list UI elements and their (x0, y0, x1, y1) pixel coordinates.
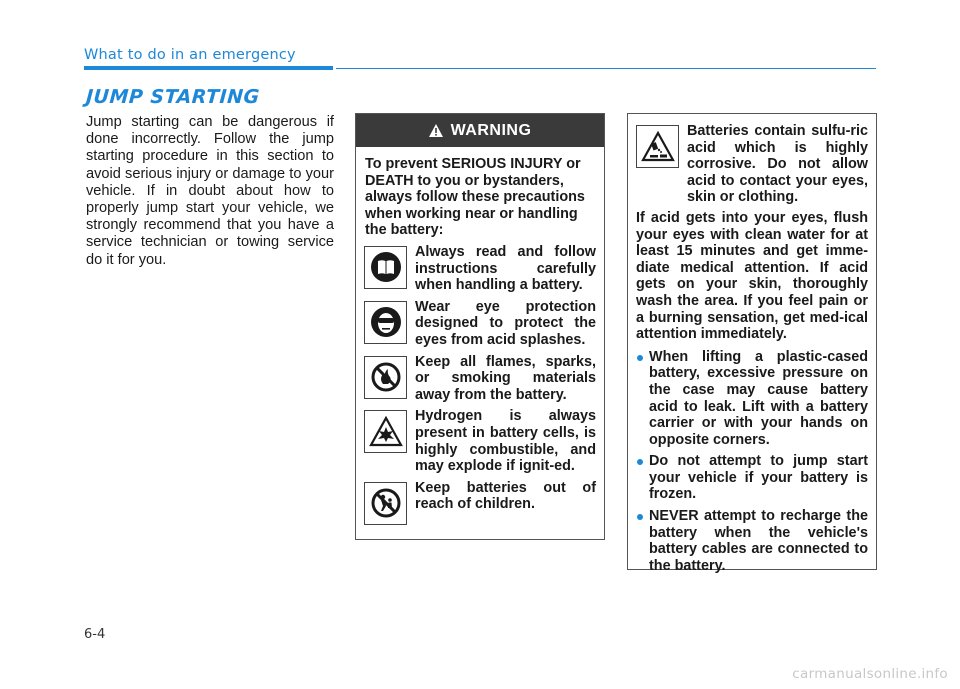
warning-item (364, 299, 596, 349)
book-icon (364, 246, 407, 289)
page-number: 6-4 (84, 627, 106, 642)
no-flame-icon (364, 356, 407, 399)
warning-item-text: Keep batteries out of reach of children. (415, 479, 596, 513)
warning-item-text: Hydrogen is always present in battery cells, is highly combustible, and may explode if ignit-ed. (415, 408, 596, 475)
list-item: Do not attempt to jump start your vehicle if your battery is frozen. (636, 453, 868, 503)
acid-warning-text: Batteries contain sulfu-ric acid which is highly corrosive. Do not allow acid to contact your eyes, skin or clothing. (687, 123, 868, 206)
keep-children-away-icon (364, 482, 407, 525)
warning-item (364, 354, 596, 404)
page-heading: JUMP STARTING (85, 86, 261, 108)
battery-precautions-list (636, 349, 868, 575)
warning-item (364, 408, 596, 474)
warning-item-text: Keep all flames, sparks, or smoking materials away from the battery. (415, 353, 596, 403)
list-item: NEVER attempt to recharge the battery when the vehicle's battery cables are connected to the battery. (636, 508, 868, 574)
warning-item-text: Always read and follow instructions carefully when handling a battery. (415, 243, 596, 294)
section-rule-thin (336, 68, 876, 69)
warning-item (364, 480, 596, 525)
warning-box (355, 113, 605, 540)
warning-intro: To prevent SERIOUS INJURY or DEATH to you or bystanders, always follow these precautions when working near or handling the battery: (365, 156, 585, 239)
warning-triangle-icon (429, 124, 443, 137)
warning-label: WARNING (450, 121, 532, 139)
acid-warning-row (636, 123, 868, 206)
corrosive-acid-icon (636, 125, 679, 168)
warning-header (356, 114, 604, 147)
section-rule-thick (84, 66, 333, 70)
acid-first-aid-paragraph: If acid gets into your eyes, flush your eyes with clean water for at least 15 minutes and get imme-diate medical attention. If acid gets on your skin, thoroughly wash the area. If you feel pain or a burning sensation, get med-ical attention immediately. (636, 209, 868, 343)
eye-protection-icon (364, 301, 407, 344)
warning-item (364, 244, 596, 294)
list-item: When lifting a plastic-cased battery, excessive pressure on the case may cause battery acid to leak. Lift with a battery carrier or with your hands on opposite corners. (636, 349, 868, 449)
battery-acid-box (627, 113, 877, 574)
intro-paragraph: Jump starting can be dangerous if done incorrectly. Follow the jump starting procedure in this section to avoid serious injury or damage to your vehicle. If in doubt about how to properly jump start your vehicle, we strongly recommend that you have a service technician or towing service do it for you. (86, 114, 334, 268)
explosion-warning-icon (364, 410, 407, 453)
watermark: carmanualsonline.info (792, 666, 948, 682)
warning-item-text: Wear eye protection designed to protect the eyes from acid splashes. (415, 298, 596, 348)
section-title: What to do in an emergency (84, 47, 296, 63)
